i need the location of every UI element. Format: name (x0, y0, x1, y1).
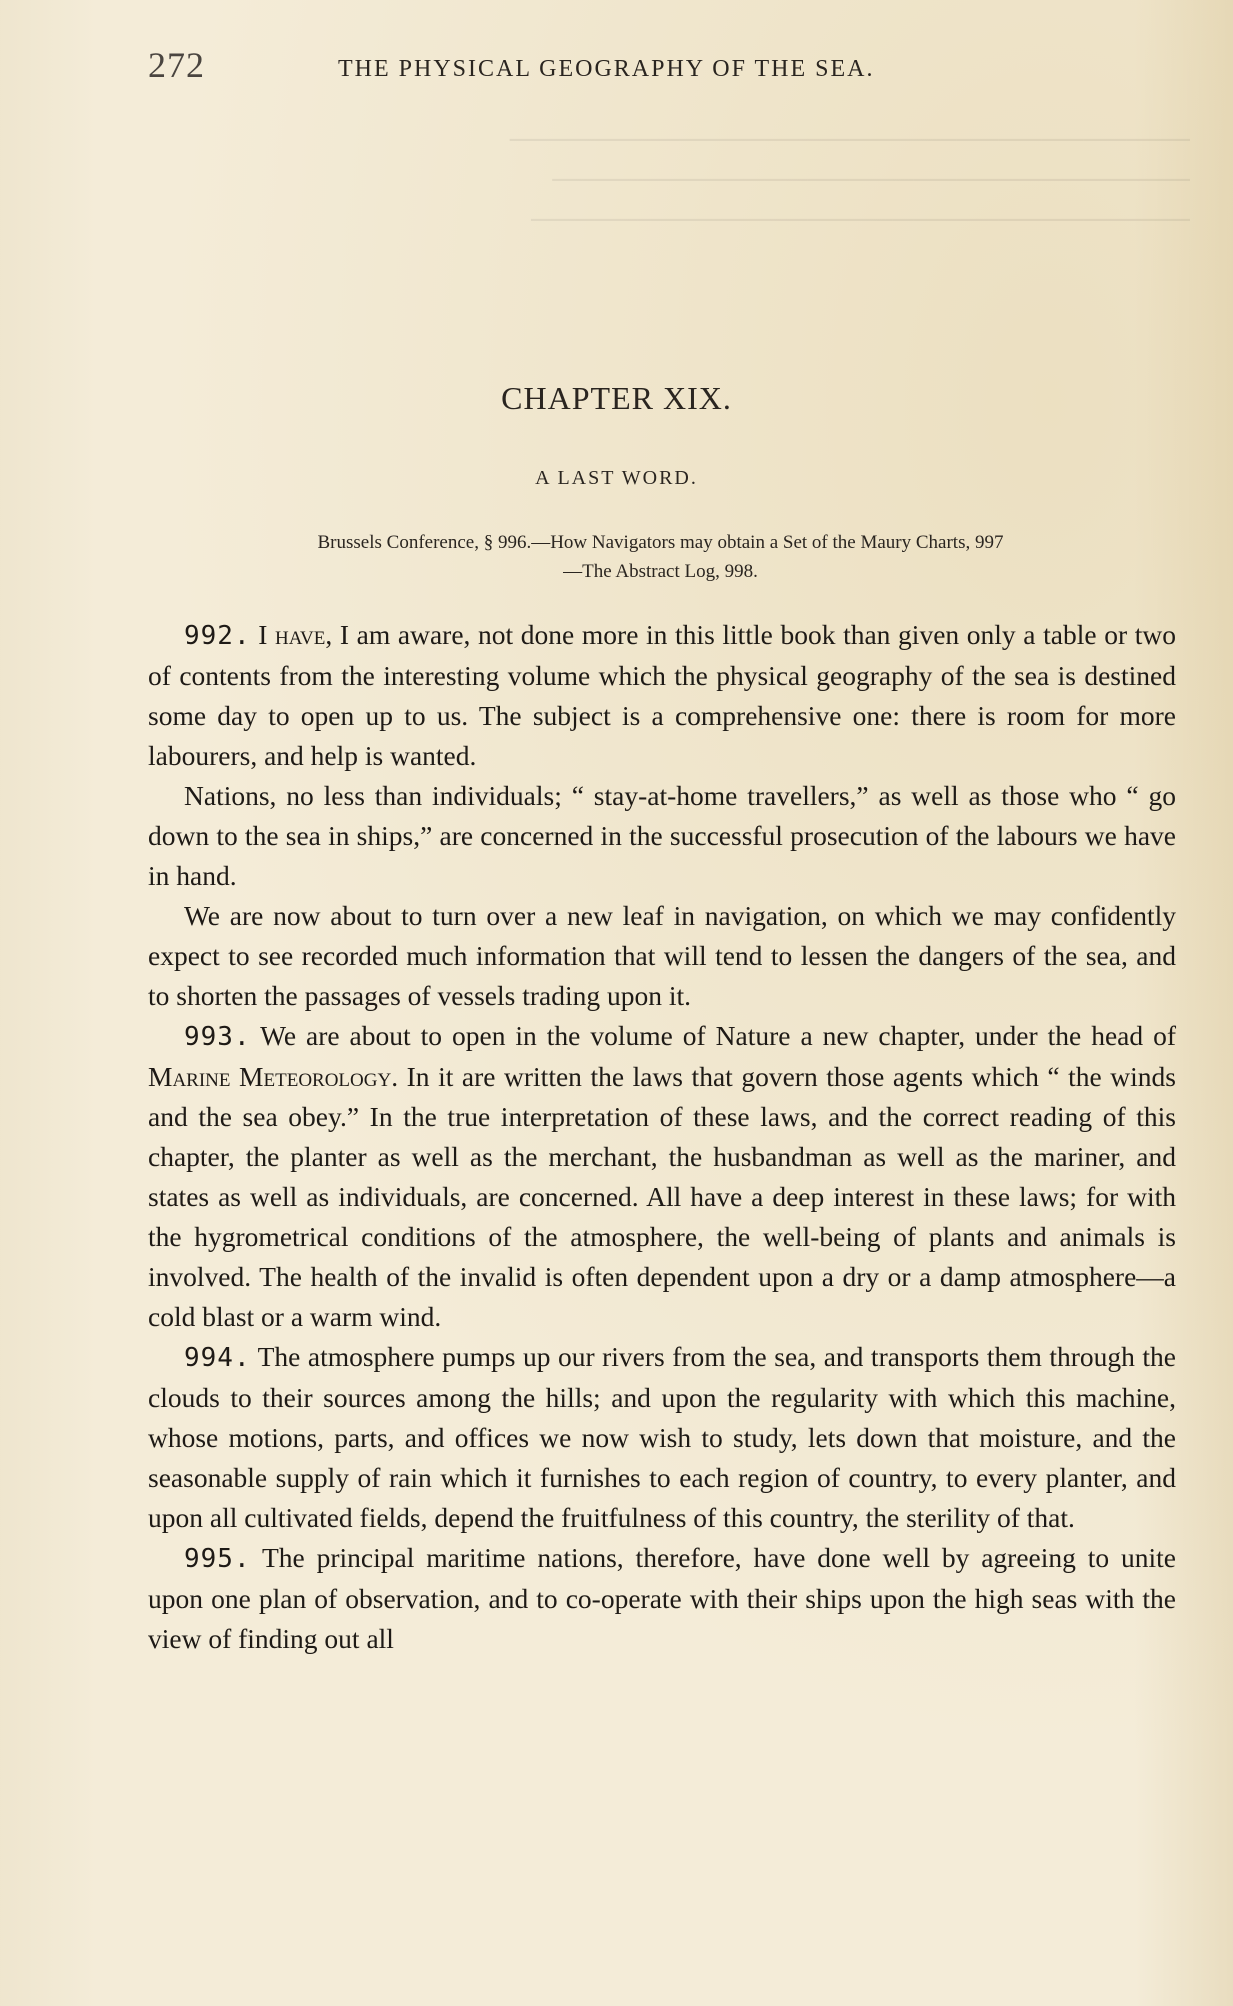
synopsis-line: —The Abstract Log, 998. (563, 561, 758, 582)
paragraph-number: 992. (184, 621, 251, 651)
running-title: THE PHYSICAL GEOGRAPHY OF THE SEA. (338, 56, 875, 82)
running-head (148, 44, 998, 90)
paragraph-text: I am aware, not done more in this little book than given only a table or two of contents from the interesting volume which the physical geography of the sea is destined some day to open up to us. The subject is a comprehensive one: there is room for more labourers, and help is wanted. (148, 619, 1176, 771)
paragraph-992 (148, 615, 1176, 776)
lead-words: I have, (258, 619, 333, 650)
paragraph-number: 993. (184, 1022, 251, 1052)
chapter-subtitle: A LAST WORD. (535, 467, 698, 489)
paragraph-number: 995. (184, 1544, 251, 1574)
body-text (148, 615, 1176, 1659)
paragraph-text: The atmosphere pumps up our rivers from the sea, and transports them through the clouds to their sources among the hills; and upon the regularity with which this machine, whose motions, parts, and offices we now wish to study, lets down that moisture, and the seasonable supply of rain which it furnishes to each region of country, to every planter, and upon all cultivated fields, depend the fruitfulness of this country, the sterility of that. (148, 1341, 1176, 1533)
paragraph-993 (148, 1016, 1176, 1337)
paragraph-text: In it are written the laws that govern those agents which “ the winds and the sea obey.” In the true interpretation of these laws, and the correct reading of this chapter, the planter as well as the merchant, the husbandman as well as the mariner, and states as well as individuals, are concerned. All have a deep interest in these laws; for with the hygrometrical conditions of the atmosphere, the well-being of plants and animals is involved. The health of the invalid is often dependent upon a dry or a damp atmosphere—a cold blast or a warm wind. (148, 1061, 1176, 1332)
paragraph-994 (148, 1337, 1176, 1538)
paragraph-text: The principal maritime nations, therefore, have done well by agreeing to unite upon one plan of observation, and to co-operate with their ships upon the high seas with the view of finding out all (148, 1542, 1176, 1654)
paragraph-995 (148, 1538, 1176, 1659)
marine-meteorology-term: Marine Meteorology. (148, 1061, 399, 1092)
chapter-synopsis (148, 528, 1173, 586)
paragraph-new-leaf: We are now about to turn over a new leaf in navigation, on which we may confidently expect to see recorded much information that will tend to lessen the dangers of the sea, and to shorten the passages of vessels trading upon it. (148, 900, 1176, 1011)
paragraph-number: 994. (184, 1343, 251, 1373)
paragraph-nations: Nations, no less than individuals; “ stay-at-home travellers,” as well as those who “ go down to the sea in ships,” are concerned in the successful prosecution of the labours we have in hand. (148, 780, 1176, 891)
chapter-title: CHAPTER XIX. (501, 380, 732, 416)
paragraph-text: We are about to open in the volume of Nature a new chapter, under the head of (250, 1020, 1176, 1051)
bleed-through-text: ──────────────────────────────── ────────────────────────────── ─────────────────────────────── (509, 123, 1190, 236)
synopsis-line: Brussels Conference, § 996.—How Navigators may obtain a Set of the Maury Charts, 997 (317, 532, 1004, 553)
page-number: 272 (148, 45, 205, 85)
